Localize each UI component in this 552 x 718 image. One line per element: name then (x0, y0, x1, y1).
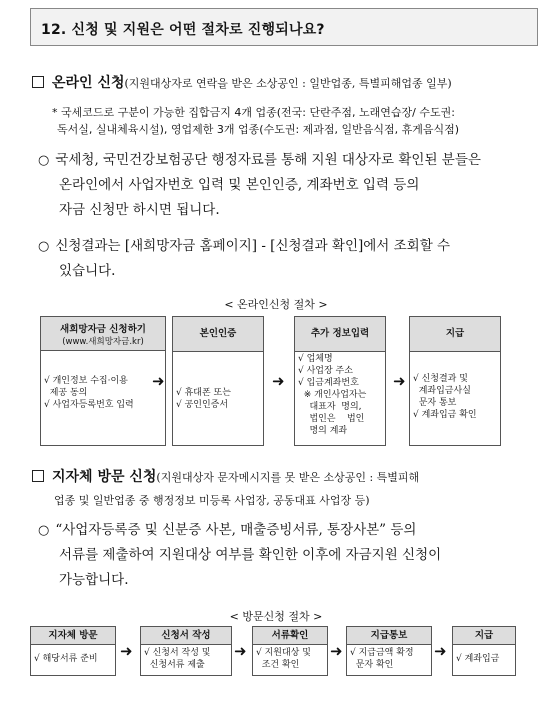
visit-step-2 (140, 626, 232, 676)
flow-arrow-icon: ➜ (330, 642, 343, 660)
bullet-text: 가능합니다. (59, 572, 129, 588)
bullet-text: 신청결과는 [새희망자금 홈페이지] - [신청결과 확인]에서 조회할 수 (55, 238, 451, 254)
step-header: 본인인증 (173, 317, 263, 352)
flow-arrow-icon: ➜ (120, 642, 133, 660)
step-header: 지급통보 (347, 627, 431, 645)
visit-bullet (38, 518, 441, 593)
visit-heading-row (32, 466, 419, 486)
visit-step-3 (252, 626, 328, 676)
flow-step-info (294, 316, 386, 446)
step-line: 대표자 명의, (298, 402, 362, 412)
bullet-text: “사업자등록증 및 신분증 사본, 매출증빙서류, 통장사본” 등의 (55, 522, 417, 538)
step-subheader: (www.새희망자금.kr) (62, 337, 144, 347)
visit-heading: 지자체 방문 신청 (52, 469, 157, 485)
step-line: √ 계좌입금 (456, 654, 500, 664)
step-line: √ 휴대폰 또는 (176, 388, 231, 398)
online-heading-row (32, 72, 452, 92)
online-bullet-1 (38, 148, 481, 223)
section-title: 12. 신청 및 지원은 어떤 절차로 진행되나요? (41, 22, 325, 38)
step-line: √ 업체명 (298, 354, 333, 364)
flow-arrow-icon: ➜ (234, 642, 247, 660)
step-line: 문자 통보 (413, 398, 457, 408)
step-header: 신청서 작성 (141, 627, 231, 645)
online-bullet-2 (38, 234, 450, 284)
visit-step-5 (452, 626, 516, 676)
circle-bullet-icon: ○ (38, 239, 50, 254)
online-flow-caption: < 온라인신청 절차 > (224, 298, 328, 311)
flow-step-apply (40, 316, 166, 446)
flow-arrow-icon: ➜ (434, 642, 447, 660)
bullet-text: 서류를 제출하여 지원대상 여부를 확인한 이후에 자금지원 신청이 (59, 547, 442, 563)
section-title-box (30, 8, 538, 46)
online-note (52, 104, 459, 138)
step-line: √ 사업자등록번호 입력 (44, 400, 134, 410)
flow-arrow-icon: ➜ (272, 372, 285, 390)
online-heading-note: (지원대상자로 연락을 받은 소상공인 : 일반업종, 특별피해업종 일부) (124, 77, 452, 90)
step-line: √ 지급금액 확정 (350, 648, 414, 658)
step-header: 지자체 방문 (31, 627, 115, 645)
flow-arrow-icon: ➜ (393, 372, 406, 390)
step-header: 서류확인 (253, 627, 327, 645)
bullet-text: 있습니다. (59, 263, 116, 279)
step-line: 명의 계좌 (298, 426, 348, 436)
online-note-line: * 국세코드로 구분이 가능한 집합금지 4개 업종(전국: 단란주점, 노래연습장/ 수도권: (52, 106, 455, 119)
step-line: √ 입금계좌번호 (298, 378, 359, 388)
flow-step-auth (172, 316, 264, 446)
online-heading: 온라인 신청 (52, 75, 125, 91)
bullet-text: 온라인에서 사업자번호 입력 및 본인인증, 계좌번호 입력 등의 (59, 177, 420, 193)
step-header: 추가 정보입력 (295, 317, 385, 352)
online-note-line: 독서실, 실내체육시설), 영업제한 3개 업종(수도권: 제과점, 일반음식점, 휴게음식점) (57, 123, 460, 136)
step-line: √ 지원대상 및 (256, 648, 311, 658)
step-line: ※ 개인사업자는 (298, 390, 367, 400)
step-line: 계좌입금사실 (413, 386, 471, 396)
bullet-text: 국세청, 국민건강보험공단 행정자료를 통해 지원 대상자로 확인된 분들은 (55, 152, 481, 168)
visit-step-4 (346, 626, 432, 676)
step-line: √ 신청서 작성 및 (144, 648, 211, 658)
step-line: 문자 확인 (350, 660, 394, 670)
step-header: 새희망자금 신청하기 (60, 324, 146, 335)
visit-heading-note: 업종 및 일반업종 중 행정정보 미등록 사업장, 공동대표 사업장 등) (54, 494, 370, 507)
visit-flow-caption: < 방문신청 절차 > (229, 610, 323, 623)
step-line: √ 사업장 주소 (298, 366, 353, 376)
step-line: √ 해당서류 준비 (34, 654, 98, 664)
step-line: 제공 동의 (44, 388, 88, 398)
checkbox-square-icon (32, 76, 44, 88)
step-line: √ 공인인증서 (176, 400, 229, 410)
flow-step-pay (409, 316, 501, 446)
step-line: √ 신청결과 및 (413, 374, 468, 384)
step-header: 지급 (453, 627, 515, 645)
flow-arrow-icon: ➜ (152, 372, 165, 390)
checkbox-square-icon (32, 470, 44, 482)
step-line: 신청서류 제출 (144, 660, 205, 670)
bullet-text: 자금 신청만 하시면 됩니다. (59, 202, 220, 218)
step-line: 조건 확인 (256, 660, 300, 670)
step-header: 지급 (410, 317, 500, 352)
visit-step-1 (30, 626, 116, 676)
circle-bullet-icon: ○ (38, 153, 50, 168)
step-line: √ 개인정보 수집·이용 (44, 376, 128, 386)
circle-bullet-icon: ○ (38, 523, 50, 538)
step-line: 법인은 법인 (298, 414, 365, 424)
step-line: √ 계좌입금 확인 (413, 410, 477, 420)
visit-heading-note: (지원대상자 문자메시지를 못 받은 소상공인 : 특별피해 (156, 471, 420, 484)
